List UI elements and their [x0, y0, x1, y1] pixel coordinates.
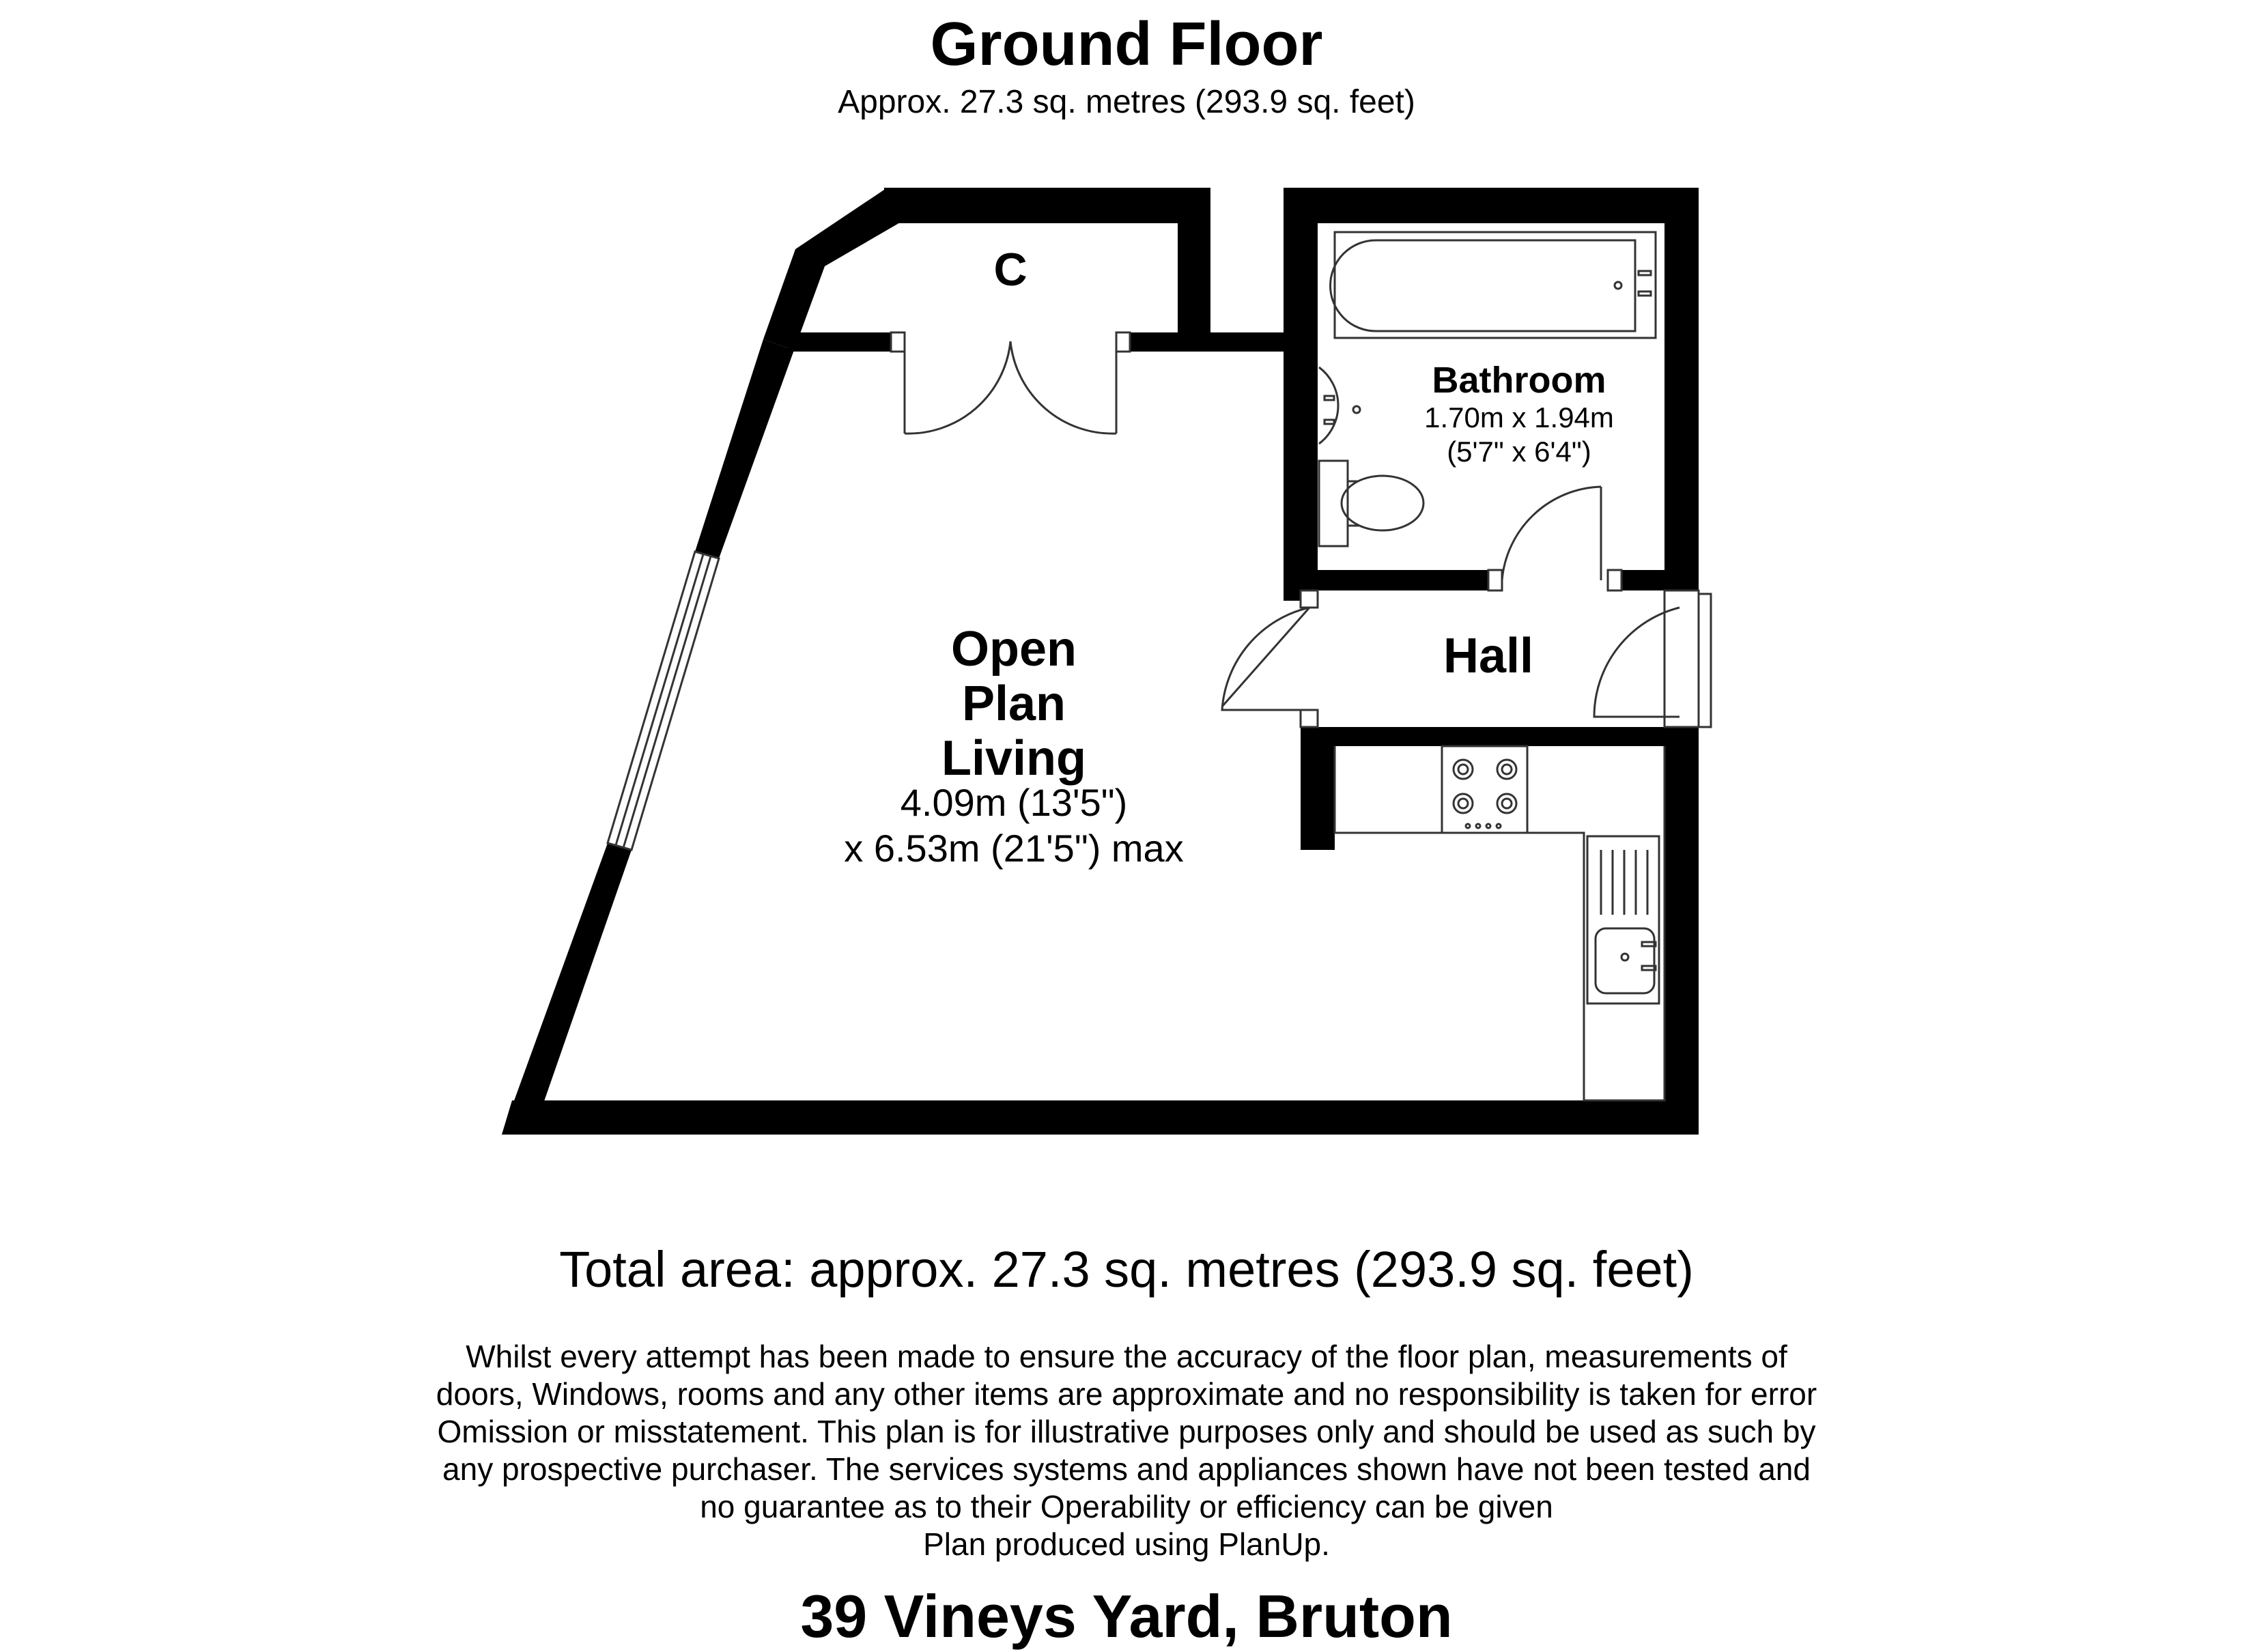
- property-address: 39 Vineys Yard, Bruton: [800, 1582, 1453, 1650]
- disclaimer: [0, 1338, 2253, 1563]
- disclaimer-line: any prospective purchaser. The services systems and appliances shown have not been tested and: [442, 1451, 1811, 1487]
- hob: [1442, 746, 1527, 833]
- wall-cupboard-bottom-left: [789, 332, 891, 352]
- bathtub: [1331, 232, 1656, 338]
- wall-bath-bottom-left: [1318, 570, 1488, 590]
- window-west: [608, 552, 719, 850]
- toilet: [1319, 461, 1423, 546]
- wall-kitchen-stub: [1301, 727, 1335, 850]
- wall-chamfer: [763, 190, 901, 350]
- wall-cupboard-right: [1178, 188, 1210, 352]
- floor-area: Approx. 27.3 sq. metres (293.9 sq. feet): [838, 84, 1415, 120]
- wall-bath-bottom-right: [1621, 570, 1664, 590]
- sink: [1587, 836, 1659, 1003]
- kitchen-fixtures: [1335, 746, 1664, 1100]
- cupboard-label: C: [993, 244, 1028, 296]
- disclaimer-line: no guarantee as to their Operability or efficiency can be given: [700, 1489, 1553, 1524]
- living-name-3: Living: [941, 731, 1086, 786]
- disclaimer-line: Omission or misstatement. This plan is for illustrative purposes only and should be used as such by: [437, 1414, 1816, 1449]
- living-name-2: Plan: [961, 677, 1066, 731]
- disclaimer-line: Whilst every attempt has been made to ensure the accuracy of the floor plan, measurements of: [466, 1339, 1787, 1374]
- worktop: [1335, 746, 1664, 1100]
- hall-door-left: [1222, 590, 1318, 727]
- bathroom-door: [1488, 487, 1621, 590]
- living-name-1: Open: [950, 622, 1077, 677]
- wall-bath-top: [1284, 188, 1699, 223]
- wall-west-upper: [695, 339, 794, 558]
- bathroom-dim-imperial: (5'7" x 6'4"): [1447, 436, 1591, 468]
- living-dim-2: x 6.53m (21'5") max: [844, 827, 1184, 870]
- hall-name: Hall: [1443, 629, 1534, 683]
- wall-bath-left: [1284, 188, 1318, 601]
- cupboard-doors: [891, 332, 1130, 433]
- bathroom-dim-metric: 1.70m x 1.94m: [1424, 401, 1614, 433]
- wall-right-lower: [1664, 744, 1699, 1135]
- wall-west-lower: [502, 843, 632, 1135]
- disclaimer-line: doors, Windows, rooms and any other items are approximate and no responsibility is taken for error: [436, 1376, 1817, 1412]
- total-area: Total area: approx. 27.3 sq. metres (293.9 sq. feet): [559, 1241, 1694, 1298]
- basin: [1319, 367, 1360, 444]
- wall-hall-bottom: [1301, 727, 1699, 746]
- bathroom-name: Bathroom: [1432, 360, 1606, 401]
- living-dim-1: 4.09m (13'5"): [900, 781, 1128, 824]
- floor-title: Ground Floor: [930, 10, 1323, 79]
- disclaimer-line: Plan produced using PlanUp.: [923, 1526, 1330, 1562]
- wall-bottom: [502, 1100, 1699, 1135]
- entrance-door: [1594, 590, 1711, 727]
- wall-bath-right: [1664, 188, 1699, 601]
- wall-cupboard-top: [884, 188, 1208, 223]
